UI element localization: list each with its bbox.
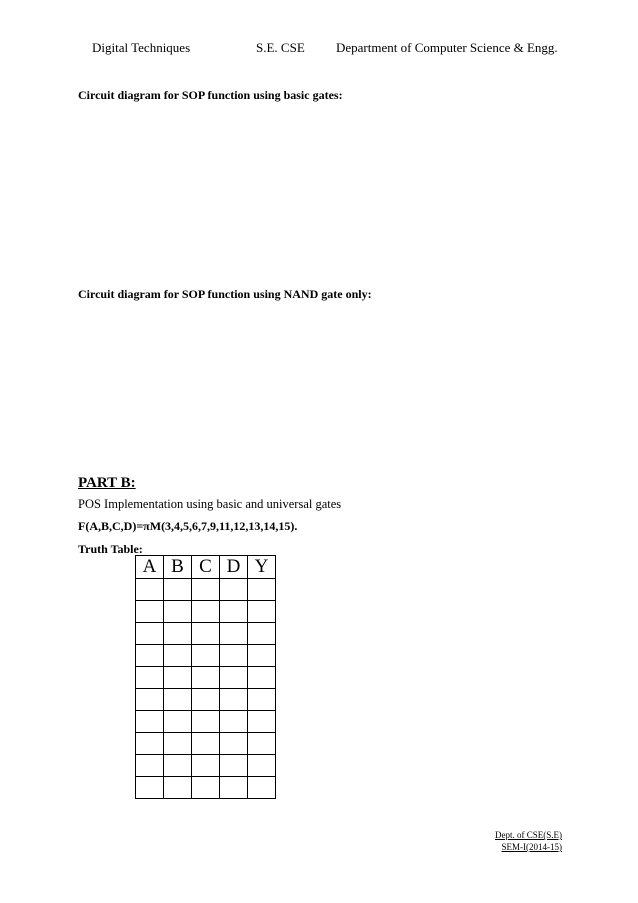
table-cell bbox=[220, 733, 248, 755]
table-cell bbox=[192, 579, 220, 601]
header-department: Department of Computer Science & Engg. bbox=[336, 40, 558, 55]
table-cell bbox=[136, 623, 164, 645]
table-cell bbox=[220, 689, 248, 711]
table-row bbox=[136, 667, 276, 689]
table-cell bbox=[192, 623, 220, 645]
table-cell bbox=[136, 711, 164, 733]
table-cell bbox=[164, 645, 192, 667]
table-cell bbox=[192, 645, 220, 667]
table-cell bbox=[220, 579, 248, 601]
table-cell bbox=[192, 689, 220, 711]
table-row bbox=[136, 755, 276, 777]
table-cell bbox=[220, 777, 248, 799]
table-cell bbox=[192, 601, 220, 623]
footer-dept: Dept. of CSE(S.E) bbox=[495, 830, 562, 840]
table-cell bbox=[136, 777, 164, 799]
column-header-b: B bbox=[164, 556, 192, 579]
table-cell bbox=[164, 601, 192, 623]
table-cell bbox=[220, 667, 248, 689]
column-header-a: A bbox=[136, 556, 164, 579]
part-b-heading: PART B: bbox=[78, 475, 136, 491]
table-cell bbox=[248, 711, 276, 733]
sop-nand-gates-title: Circuit diagram for SOP function using NAND gate only: bbox=[78, 287, 372, 301]
table-cell bbox=[164, 777, 192, 799]
table-cell bbox=[136, 645, 164, 667]
table-cell bbox=[192, 667, 220, 689]
table-cell bbox=[136, 733, 164, 755]
table-cell bbox=[164, 623, 192, 645]
table-row bbox=[136, 689, 276, 711]
table-cell bbox=[248, 755, 276, 777]
table-cell bbox=[164, 711, 192, 733]
header-subject: Digital Techniques bbox=[92, 40, 191, 55]
table-cell bbox=[136, 689, 164, 711]
table-cell bbox=[136, 579, 164, 601]
header-class: S.E. CSE bbox=[256, 40, 305, 55]
table-cell bbox=[248, 645, 276, 667]
table-cell bbox=[164, 733, 192, 755]
sop-basic-gates-title: Circuit diagram for SOP function using basic gates: bbox=[78, 88, 343, 102]
truth-table bbox=[135, 555, 276, 799]
table-cell bbox=[192, 711, 220, 733]
table-cell bbox=[220, 755, 248, 777]
table-row bbox=[136, 711, 276, 733]
pos-description: POS Implementation using basic and universal gates bbox=[78, 497, 342, 511]
table-row bbox=[136, 733, 276, 755]
column-header-d: D bbox=[220, 556, 248, 579]
table-cell bbox=[164, 579, 192, 601]
table-cell bbox=[136, 601, 164, 623]
table-row bbox=[136, 777, 276, 799]
table-cell bbox=[248, 601, 276, 623]
truth-table-header-row bbox=[136, 556, 276, 579]
table-row bbox=[136, 601, 276, 623]
table-cell bbox=[248, 579, 276, 601]
table-row bbox=[136, 623, 276, 645]
table-cell bbox=[136, 667, 164, 689]
table-cell bbox=[136, 755, 164, 777]
table-cell bbox=[248, 733, 276, 755]
table-cell bbox=[248, 667, 276, 689]
table-cell bbox=[192, 733, 220, 755]
table-cell bbox=[220, 601, 248, 623]
table-cell bbox=[164, 667, 192, 689]
table-cell bbox=[164, 755, 192, 777]
column-header-c: C bbox=[192, 556, 220, 579]
table-cell bbox=[248, 689, 276, 711]
table-cell bbox=[248, 777, 276, 799]
table-cell bbox=[220, 711, 248, 733]
function-expression: F(A,B,C,D)=πM(3,4,5,6,7,9,11,12,13,14,15). bbox=[78, 519, 298, 533]
table-cell bbox=[164, 689, 192, 711]
table-row bbox=[136, 579, 276, 601]
truth-table-label: Truth Table: bbox=[78, 542, 143, 556]
table-row bbox=[136, 645, 276, 667]
table-cell bbox=[192, 755, 220, 777]
footer-semester: SEM-I(2014-15) bbox=[501, 842, 562, 852]
table-cell bbox=[248, 623, 276, 645]
table-cell bbox=[220, 623, 248, 645]
column-header-y: Y bbox=[248, 556, 276, 579]
table-cell bbox=[192, 777, 220, 799]
table-cell bbox=[220, 645, 248, 667]
